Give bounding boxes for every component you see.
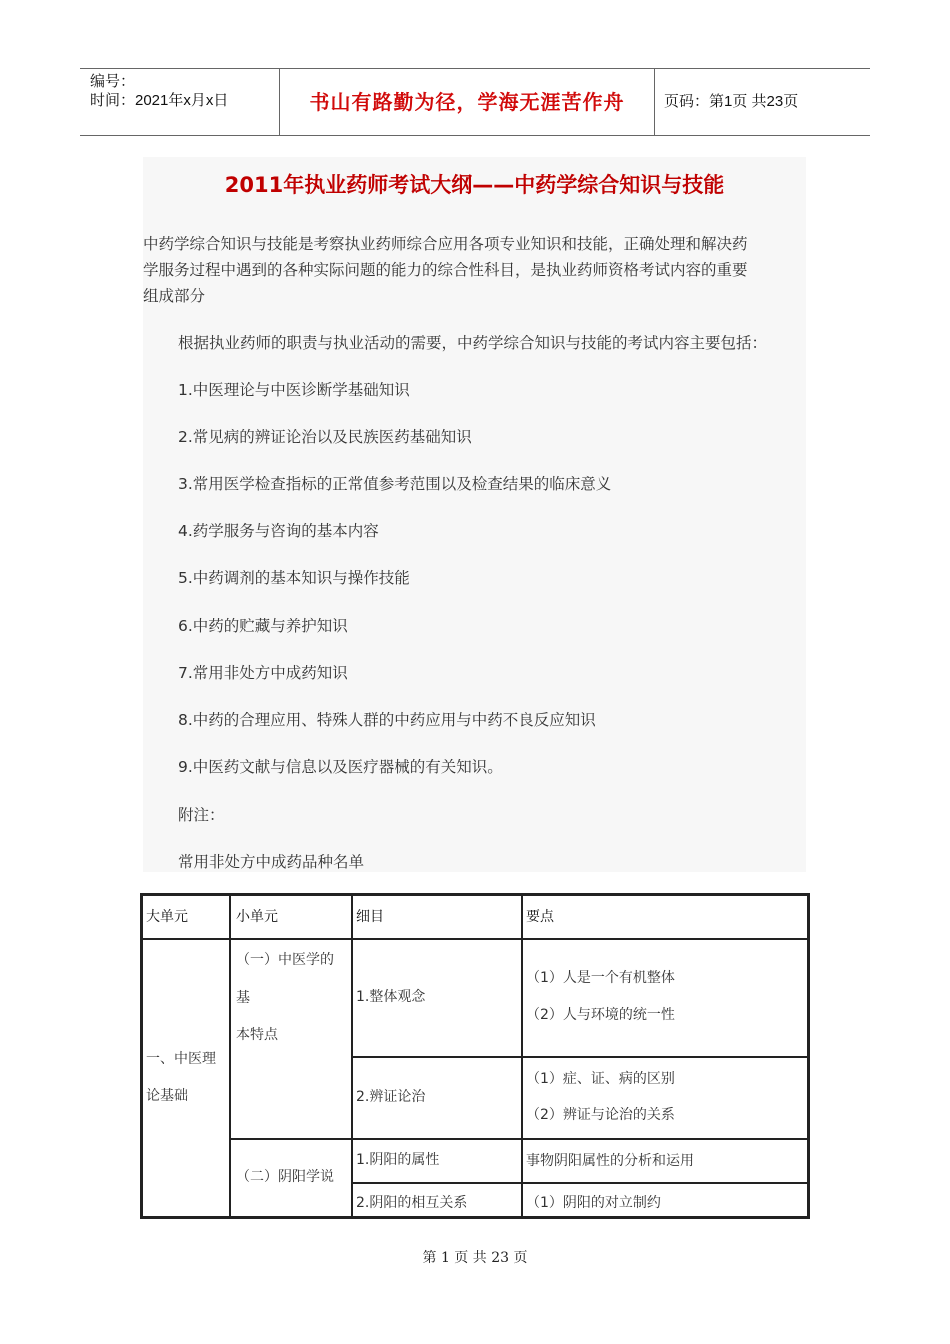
list-item: 2.常见病的辨证论治以及民族医药基础知识 [178,428,472,446]
detail-cell: 1.整体观念 [356,989,426,1005]
header-motto: 书山有路勤为径，学海无涯苦作舟 [280,69,655,135]
list-item: 6.中药的贮藏与养护知识 [178,617,348,635]
detail-cell: 1.阴阳的属性 [356,1152,440,1168]
date-label: 时间：2021年x月x日 [90,92,229,109]
list-item: 7.常用非处方中成药知识 [178,664,348,682]
list-item: 8.中药的合理应用、特殊人群的中药应用与中药不良反应知识 [178,711,596,729]
small-unit-line: 基 [236,990,250,1006]
intro-paragraph [143,231,806,309]
big-unit-line: 一、中医理 [146,1051,216,1067]
small-unit-line: （二）阴阳学说 [236,1169,334,1185]
table-header-cell [522,895,808,939]
small-unit-line: （一）中医学的 [236,952,334,968]
table-cell [522,939,808,1057]
list-item: 5.中药调剂的基本知识与操作技能 [178,569,410,587]
point-line: （2）辨证与论治的关系 [526,1107,675,1123]
list-item: 4.药学服务与咨询的基本内容 [178,522,379,540]
detail-cell: 2.阴阳的相互关系 [356,1195,468,1211]
point-line: （1）阴阳的对立制约 [526,1195,661,1211]
point-line: （1）人是一个有机整体 [526,970,675,986]
header-detail: 细目 [356,909,384,925]
detail-cell: 2.辨证论治 [356,1089,426,1105]
point-line: 事物阴阳属性的分析和运用 [526,1153,694,1169]
point-line: （1）症、证、病的区别 [526,1071,675,1087]
number-label: 编号： [90,73,136,90]
intro-line: 组成部分 [143,287,206,305]
intro-line: 学服务过程中遇到的各种实际问题的能力的综合性科目，是执业药师资格考试内容的重要 [143,261,748,279]
header-big-unit: 大单元 [146,909,188,925]
content-area [143,157,806,872]
point-line: （2）人与环境的统一性 [526,1007,675,1023]
note-label: 附注： [178,806,225,824]
list-item: 3.常用医学检查指标的正常值参考范围以及检查结果的临床意义 [178,475,612,493]
header-points: 要点 [526,909,554,925]
intro-line: 中药学综合知识与技能是考察执业药师综合应用各项专业知识和技能，正确处理和解决药 [143,235,748,253]
table-cell [142,939,230,1217]
big-unit-line: 论基础 [146,1088,188,1104]
page-footer: 第 1 页 共 23 页 [422,1250,528,1266]
lead-paragraph: 根据执业药师的职责与执业活动的需要，中药学综合知识与技能的考试内容主要包括： [178,334,768,352]
document-title: 2011年执业药师考试大纲——中药学综合知识与技能 [224,173,725,197]
header-meta [80,69,280,135]
list-item: 1.中医理论与中医诊断学基础知识 [178,381,410,399]
document-header [80,68,870,136]
list-item: 9.中医药文献与信息以及医疗器械的有关知识。 [178,758,503,776]
small-unit-line: 本特点 [236,1027,278,1043]
header-small-unit: 小单元 [236,909,278,925]
note-text: 常用非处方中成药品种名单 [178,853,365,871]
syllabus-table [140,893,810,1219]
header-page-info: 页码：第1页 共23页 [664,93,799,110]
